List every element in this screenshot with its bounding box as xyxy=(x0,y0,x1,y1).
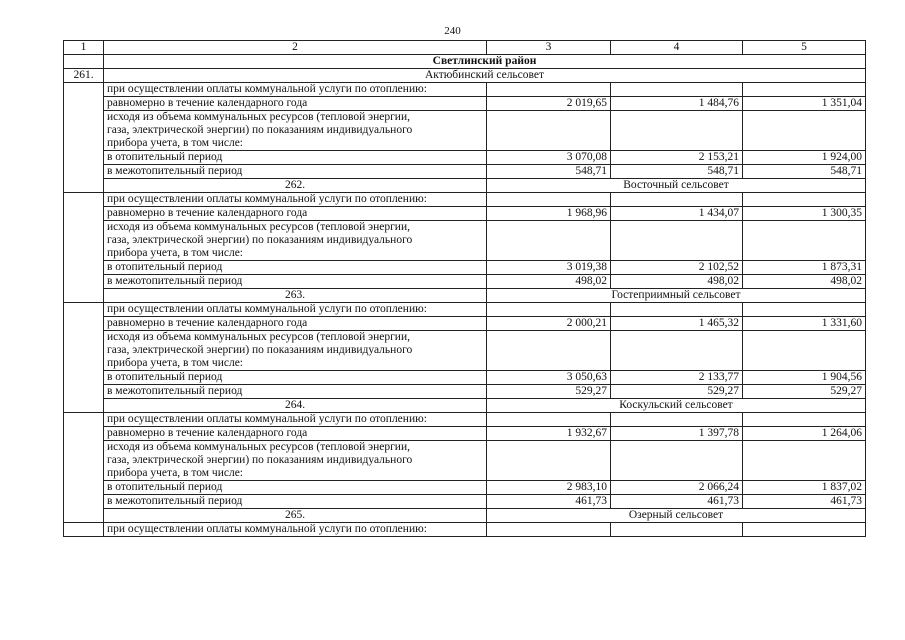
row-label: равномерно в течение календарного года xyxy=(104,97,487,111)
table-cell xyxy=(487,441,611,481)
heat-period-row xyxy=(64,151,866,165)
table-cell xyxy=(743,523,866,537)
uniform-row xyxy=(64,317,866,331)
row-number: 264. xyxy=(104,399,487,413)
value-cell: 461,73 xyxy=(487,495,611,509)
row-label-line: прибора учета, в том числе: xyxy=(107,247,243,259)
row-number: 263. xyxy=(104,289,487,303)
value-cell: 1 904,56 xyxy=(743,371,866,385)
table-cell xyxy=(743,331,866,371)
table-cell xyxy=(487,221,611,261)
row-number-spacer xyxy=(64,193,104,303)
row-label: в отопительный период xyxy=(104,151,487,165)
row-label-line: газа, электрической энергии) по показаниям индивидуального xyxy=(107,454,413,466)
value-cell: 2 000,21 xyxy=(487,317,611,331)
row-label-line: прибора учета, в том числе: xyxy=(107,137,243,149)
section-header-row xyxy=(64,399,866,413)
meter-row xyxy=(64,221,866,261)
value-cell: 2 102,52 xyxy=(611,261,743,275)
value-cell: 1 331,60 xyxy=(743,317,866,331)
row-label: в межотопительный период xyxy=(104,495,487,509)
value-cell: 3 050,63 xyxy=(487,371,611,385)
table-cell xyxy=(487,83,611,97)
value-cell: 2 133,77 xyxy=(611,371,743,385)
district-title-row xyxy=(64,55,866,69)
table-cell xyxy=(611,441,743,481)
table-cell xyxy=(611,221,743,261)
heating-payment-row xyxy=(64,413,866,427)
value-cell: 498,02 xyxy=(743,275,866,289)
value-cell: 529,27 xyxy=(611,385,743,399)
section-name: Озерный сельсовет xyxy=(487,509,866,523)
row-label: при осуществлении оплаты коммунальной услуги по отоплению: xyxy=(104,413,487,427)
value-cell: 498,02 xyxy=(611,275,743,289)
table-cell xyxy=(611,83,743,97)
row-label-line: исходя из объема коммунальных ресурсов (тепловой энергии, xyxy=(107,111,410,123)
row-label-line: газа, электрической энергии) по показаниям индивидуального xyxy=(107,234,413,246)
meter-row xyxy=(64,441,866,481)
uniform-row xyxy=(64,207,866,221)
row-label xyxy=(104,331,487,371)
heating-payment-row xyxy=(64,193,866,207)
row-label-line: исходя из объема коммунальных ресурсов (тепловой энергии, xyxy=(107,441,410,453)
uniform-row xyxy=(64,97,866,111)
heating-payment-row xyxy=(64,523,866,537)
row-label xyxy=(104,111,487,151)
value-cell: 1 968,96 xyxy=(487,207,611,221)
row-number-spacer xyxy=(64,413,104,523)
value-cell: 529,27 xyxy=(743,385,866,399)
value-cell: 1 351,04 xyxy=(743,97,866,111)
row-label-line: газа, электрической энергии) по показаниям индивидуального xyxy=(107,124,413,136)
value-cell: 1 465,32 xyxy=(611,317,743,331)
uniform-row xyxy=(64,427,866,441)
row-label: при осуществлении оплаты коммунальной услуги по отоплению: xyxy=(104,83,487,97)
value-cell: 461,73 xyxy=(743,495,866,509)
table-cell xyxy=(487,331,611,371)
table-cell xyxy=(743,221,866,261)
value-cell: 548,71 xyxy=(487,165,611,179)
section-name: Гостеприимный сельсовет xyxy=(487,289,866,303)
value-cell: 2 019,65 xyxy=(487,97,611,111)
row-label: равномерно в течение календарного года xyxy=(104,427,487,441)
table-cell xyxy=(611,331,743,371)
row-label-line: исходя из объема коммунальных ресурсов (тепловой энергии, xyxy=(107,331,410,343)
table-cell xyxy=(743,303,866,317)
value-cell: 3 019,38 xyxy=(487,261,611,275)
table-cell xyxy=(743,111,866,151)
row-number: 265. xyxy=(104,509,487,523)
value-cell: 548,71 xyxy=(611,165,743,179)
table-cell xyxy=(611,303,743,317)
row-label-line: газа, электрической энергии) по показаниям индивидуального xyxy=(107,344,413,356)
heating-payment-row xyxy=(64,303,866,317)
nonheat-period-row xyxy=(64,165,866,179)
heating-payment-row xyxy=(64,83,866,97)
header-cell: 3 xyxy=(487,41,611,55)
row-label: в отопительный период xyxy=(104,371,487,385)
row-label: при осуществлении оплаты коммунальной услуги по отоплению: xyxy=(104,523,487,537)
row-label: в межотопительный период xyxy=(104,165,487,179)
row-label-line: прибора учета, в том числе: xyxy=(107,357,243,369)
row-label: при осуществлении оплаты коммунальной услуги по отоплению: xyxy=(104,303,487,317)
row-label: равномерно в течение календарного года xyxy=(104,207,487,221)
page-number: 240 xyxy=(444,25,461,37)
meter-row xyxy=(64,331,866,371)
value-cell: 1 932,67 xyxy=(487,427,611,441)
table-cell xyxy=(611,111,743,151)
table-cell xyxy=(487,413,611,427)
row-label: в межотопительный период xyxy=(104,275,487,289)
value-cell: 2 066,24 xyxy=(611,481,743,495)
row-label-line: исходя из объема коммунальных ресурсов (тепловой энергии, xyxy=(107,221,410,233)
section-header-row xyxy=(64,69,866,83)
section-name: Восточный сельсовет xyxy=(487,179,866,193)
row-label xyxy=(104,221,487,261)
row-label: при осуществлении оплаты коммунальной услуги по отоплению: xyxy=(104,193,487,207)
row-number: 261. xyxy=(64,69,104,83)
nonheat-period-row xyxy=(64,275,866,289)
section-name: Коскульский сельсовет xyxy=(487,399,866,413)
header-cell: 1 xyxy=(64,41,104,55)
table-cell xyxy=(64,523,104,537)
header-cell: 4 xyxy=(611,41,743,55)
nonheat-period-row xyxy=(64,385,866,399)
value-cell: 1 484,76 xyxy=(611,97,743,111)
value-cell: 529,27 xyxy=(487,385,611,399)
row-label xyxy=(104,441,487,481)
value-cell: 461,73 xyxy=(611,495,743,509)
value-cell: 1 434,07 xyxy=(611,207,743,221)
value-cell: 3 070,08 xyxy=(487,151,611,165)
table-cell xyxy=(743,413,866,427)
row-number-spacer xyxy=(64,303,104,413)
table-cell xyxy=(487,111,611,151)
heat-period-row xyxy=(64,261,866,275)
value-cell: 1 837,02 xyxy=(743,481,866,495)
table-cell xyxy=(487,193,611,207)
table-cell xyxy=(487,303,611,317)
meter-row xyxy=(64,111,866,151)
heat-period-row xyxy=(64,371,866,385)
value-cell: 1 924,00 xyxy=(743,151,866,165)
table-cell xyxy=(611,523,743,537)
heat-period-row xyxy=(64,481,866,495)
row-label: равномерно в течение календарного года xyxy=(104,317,487,331)
value-cell: 2 153,21 xyxy=(611,151,743,165)
section-header-row xyxy=(64,179,866,193)
district-title: Светлинский район xyxy=(104,55,866,69)
section-header-row xyxy=(64,289,866,303)
header-cell: 5 xyxy=(743,41,866,55)
row-label: в отопительный период xyxy=(104,481,487,495)
row-label: в отопительный период xyxy=(104,261,487,275)
header-cell: 2 xyxy=(104,41,487,55)
section-name: Актюбинский сельсовет xyxy=(104,69,866,83)
table-cell xyxy=(611,193,743,207)
table-cell xyxy=(611,413,743,427)
value-cell: 1 397,78 xyxy=(611,427,743,441)
table-cell xyxy=(743,441,866,481)
table-cell xyxy=(743,193,866,207)
value-cell: 1 264,06 xyxy=(743,427,866,441)
tariff-table xyxy=(63,40,866,537)
section-header-row xyxy=(64,509,866,523)
value-cell: 2 983,10 xyxy=(487,481,611,495)
table-cell xyxy=(487,523,611,537)
value-cell: 548,71 xyxy=(743,165,866,179)
value-cell: 498,02 xyxy=(487,275,611,289)
header-row xyxy=(64,41,866,55)
row-label-line: прибора учета, в том числе: xyxy=(107,467,243,479)
value-cell: 1 873,31 xyxy=(743,261,866,275)
value-cell: 1 300,35 xyxy=(743,207,866,221)
table-cell xyxy=(743,83,866,97)
row-number-spacer xyxy=(64,83,104,193)
row-number: 262. xyxy=(104,179,487,193)
row-label: в межотопительный период xyxy=(104,385,487,399)
nonheat-period-row xyxy=(64,495,866,509)
